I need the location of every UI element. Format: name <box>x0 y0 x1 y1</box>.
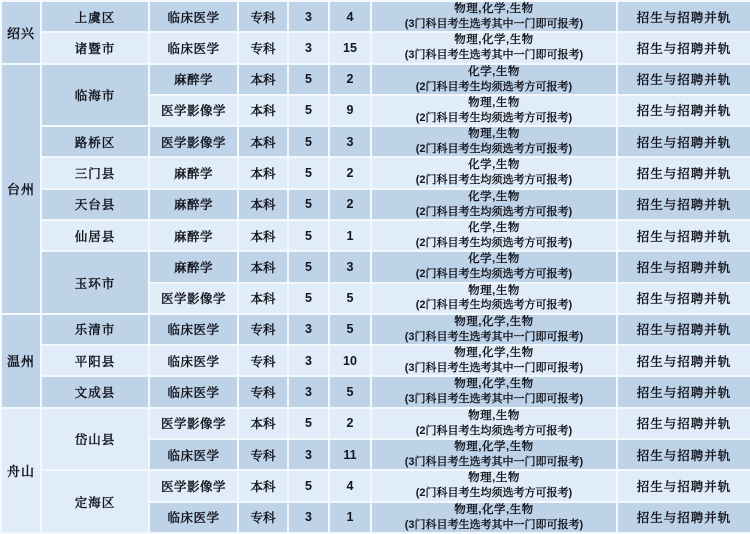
level-cell: 专科 <box>238 32 288 63</box>
requirements-cell <box>371 1 617 32</box>
track-cell: 招生与招聘并轨 <box>617 251 750 282</box>
requirements-cell <box>371 220 617 251</box>
track-cell: 招生与招聘并轨 <box>617 32 750 63</box>
rule-line: (3门科目考生选考其中一门即可报考) <box>404 455 584 468</box>
level-cell: 专科 <box>238 439 288 470</box>
requirements-cell <box>371 314 617 345</box>
county-cell: 临海市 <box>41 64 149 127</box>
count-cell: 2 <box>329 64 371 95</box>
subjects-line: 物理,化学,生物 <box>454 503 534 516</box>
level-cell: 专科 <box>238 345 288 376</box>
track-cell: 招生与招聘并轨 <box>617 220 750 251</box>
track-cell: 招生与招聘并轨 <box>617 470 750 501</box>
rule-line: (3门科目考生选考其中一门即可报考) <box>404 362 584 375</box>
plan-table-body <box>1 1 750 533</box>
subjects-line: 物理,生物 <box>468 472 520 485</box>
major-cell: 医学影像学 <box>149 470 238 501</box>
rule-line: (2门科目考生均须选考方可报考) <box>415 487 573 500</box>
years-cell: 5 <box>288 470 329 501</box>
rule-line: (2门科目考生均须选考方可报考) <box>415 80 573 93</box>
table-row <box>1 314 750 345</box>
major-cell: 临床医学 <box>149 502 238 534</box>
table-row <box>1 126 750 157</box>
level-cell: 本科 <box>238 64 288 95</box>
track-cell: 招生与招聘并轨 <box>617 189 750 220</box>
count-cell: 2 <box>329 157 371 188</box>
county-cell: 上虞区 <box>41 1 149 32</box>
table-row <box>1 64 750 95</box>
county-cell: 天台县 <box>41 189 149 220</box>
major-cell: 麻醉学 <box>149 251 238 282</box>
table-row <box>1 408 750 439</box>
requirements-cell <box>371 157 617 188</box>
requirements-cell <box>371 126 617 157</box>
requirements-cell <box>371 376 617 407</box>
requirements-cell <box>371 502 617 534</box>
track-cell: 招生与招聘并轨 <box>617 314 750 345</box>
requirements-cell <box>371 189 617 220</box>
subjects-line: 物理,化学,生物 <box>454 34 534 47</box>
years-cell: 3 <box>288 376 329 407</box>
count-cell: 5 <box>329 283 371 314</box>
track-cell: 招生与招聘并轨 <box>617 439 750 470</box>
county-cell: 路桥区 <box>41 126 149 157</box>
subjects-line: 化学,生物 <box>468 253 520 266</box>
county-cell: 诸暨市 <box>41 32 149 63</box>
track-cell: 招生与招聘并轨 <box>617 1 750 32</box>
major-cell: 医学影像学 <box>149 283 238 314</box>
subjects-line: 化学,生物 <box>468 159 520 172</box>
major-cell: 临床医学 <box>149 376 238 407</box>
rule-line: (3门科目考生选考其中一门即可报考) <box>404 393 584 406</box>
county-cell: 文成县 <box>41 376 149 407</box>
subjects-line: 物理,化学,生物 <box>454 3 534 16</box>
track-cell: 招生与招聘并轨 <box>617 95 750 126</box>
count-cell: 1 <box>329 502 371 534</box>
major-cell: 医学影像学 <box>149 126 238 157</box>
rule-line: (2门科目考生均须选考方可报考) <box>415 236 573 249</box>
years-cell: 5 <box>288 220 329 251</box>
requirements-cell <box>371 345 617 376</box>
subjects-line: 物理,生物 <box>468 284 520 297</box>
count-cell: 11 <box>329 439 371 470</box>
level-cell: 本科 <box>238 251 288 282</box>
count-cell: 10 <box>329 345 371 376</box>
major-cell: 医学影像学 <box>149 408 238 439</box>
major-cell: 临床医学 <box>149 314 238 345</box>
years-cell: 3 <box>288 345 329 376</box>
level-cell: 专科 <box>238 376 288 407</box>
level-cell: 专科 <box>238 1 288 32</box>
subjects-line: 物理,化学,生物 <box>454 315 534 328</box>
rule-line: (2门科目考生均须选考方可报考) <box>415 299 573 312</box>
level-cell: 本科 <box>238 157 288 188</box>
requirements-cell <box>371 408 617 439</box>
level-cell: 本科 <box>238 408 288 439</box>
years-cell: 5 <box>288 126 329 157</box>
subjects-line: 物理,生物 <box>468 409 520 422</box>
requirements-cell <box>371 32 617 63</box>
level-cell: 本科 <box>238 126 288 157</box>
years-cell: 5 <box>288 157 329 188</box>
table-row <box>1 470 750 501</box>
subjects-line: 化学,生物 <box>468 190 520 203</box>
rule-line: (3门科目考生选考其中一门即可报考) <box>404 49 584 62</box>
count-cell: 4 <box>329 470 371 501</box>
major-cell: 临床医学 <box>149 439 238 470</box>
major-cell: 临床医学 <box>149 345 238 376</box>
level-cell: 本科 <box>238 95 288 126</box>
county-cell: 定海区 <box>41 470 149 533</box>
major-cell: 麻醉学 <box>149 64 238 95</box>
level-cell: 本科 <box>238 189 288 220</box>
years-cell: 3 <box>288 502 329 534</box>
count-cell: 9 <box>329 95 371 126</box>
county-cell: 玉环市 <box>41 251 149 314</box>
rule-line: (2门科目考生均须选考方可报考) <box>415 174 573 187</box>
track-cell: 招生与招聘并轨 <box>617 345 750 376</box>
subjects-line: 物理,化学,生物 <box>454 440 534 453</box>
table-row <box>1 251 750 282</box>
major-cell: 医学影像学 <box>149 95 238 126</box>
subjects-line: 物理,生物 <box>468 96 520 109</box>
count-cell: 5 <box>329 314 371 345</box>
track-cell: 招生与招聘并轨 <box>617 283 750 314</box>
requirements-cell <box>371 95 617 126</box>
years-cell: 5 <box>288 408 329 439</box>
count-cell: 5 <box>329 376 371 407</box>
count-cell: 4 <box>329 1 371 32</box>
level-cell: 本科 <box>238 470 288 501</box>
table-row <box>1 1 750 32</box>
count-cell: 3 <box>329 251 371 282</box>
table-row <box>1 220 750 251</box>
track-cell: 招生与招聘并轨 <box>617 408 750 439</box>
major-cell: 临床医学 <box>149 32 238 63</box>
county-cell: 岱山县 <box>41 408 149 471</box>
subjects-line: 物理,生物 <box>468 128 520 141</box>
major-cell: 麻醉学 <box>149 189 238 220</box>
region-cell: 绍兴 <box>1 1 41 64</box>
requirements-cell <box>371 283 617 314</box>
rule-line: (2门科目考生均须选考方可报考) <box>415 424 573 437</box>
county-cell: 仙居县 <box>41 220 149 251</box>
years-cell: 3 <box>288 314 329 345</box>
table-row <box>1 376 750 407</box>
level-cell: 本科 <box>238 220 288 251</box>
years-cell: 3 <box>288 32 329 63</box>
track-cell: 招生与招聘并轨 <box>617 502 750 534</box>
years-cell: 5 <box>288 283 329 314</box>
subjects-line: 化学,生物 <box>468 65 520 78</box>
track-cell: 招生与招聘并轨 <box>617 157 750 188</box>
requirements-cell <box>371 470 617 501</box>
table-row <box>1 157 750 188</box>
county-cell: 平阳县 <box>41 345 149 376</box>
table-row <box>1 32 750 63</box>
track-cell: 招生与招聘并轨 <box>617 64 750 95</box>
major-cell: 麻醉学 <box>149 157 238 188</box>
county-cell: 乐清市 <box>41 314 149 345</box>
count-cell: 2 <box>329 189 371 220</box>
region-cell: 舟山 <box>1 408 41 533</box>
subjects-line: 化学,生物 <box>468 221 520 234</box>
count-cell: 1 <box>329 220 371 251</box>
rule-line: (2门科目考生均须选考方可报考) <box>415 143 573 156</box>
subjects-line: 物理,化学,生物 <box>454 347 534 360</box>
requirements-cell <box>371 64 617 95</box>
level-cell: 本科 <box>238 283 288 314</box>
years-cell: 3 <box>288 1 329 32</box>
rule-line: (3门科目考生选考其中一门即可报考) <box>404 330 584 343</box>
years-cell: 3 <box>288 439 329 470</box>
years-cell: 5 <box>288 95 329 126</box>
years-cell: 5 <box>288 251 329 282</box>
region-cell: 台州 <box>1 64 41 314</box>
track-cell: 招生与招聘并轨 <box>617 376 750 407</box>
major-cell: 临床医学 <box>149 1 238 32</box>
rule-line: (2门科目考生均须选考方可报考) <box>415 111 573 124</box>
subjects-line: 物理,化学,生物 <box>454 378 534 391</box>
years-cell: 5 <box>288 64 329 95</box>
requirements-cell <box>371 251 617 282</box>
track-cell: 招生与招聘并轨 <box>617 126 750 157</box>
rule-line: (2门科目考生均须选考方可报考) <box>415 205 573 218</box>
count-cell: 15 <box>329 32 371 63</box>
count-cell: 3 <box>329 126 371 157</box>
county-cell: 三门县 <box>41 157 149 188</box>
rule-line: (3门科目考生选考其中一门即可报考) <box>404 518 584 531</box>
level-cell: 专科 <box>238 314 288 345</box>
count-cell: 2 <box>329 408 371 439</box>
rule-line: (2门科目考生均须选考方可报考) <box>415 268 573 281</box>
requirements-cell <box>371 439 617 470</box>
region-cell: 温州 <box>1 314 41 408</box>
major-cell: 麻醉学 <box>149 220 238 251</box>
rule-line: (3门科目考生选考其中一门即可报考) <box>404 17 584 30</box>
table-row <box>1 189 750 220</box>
years-cell: 5 <box>288 189 329 220</box>
level-cell: 专科 <box>238 502 288 534</box>
table-row <box>1 345 750 376</box>
